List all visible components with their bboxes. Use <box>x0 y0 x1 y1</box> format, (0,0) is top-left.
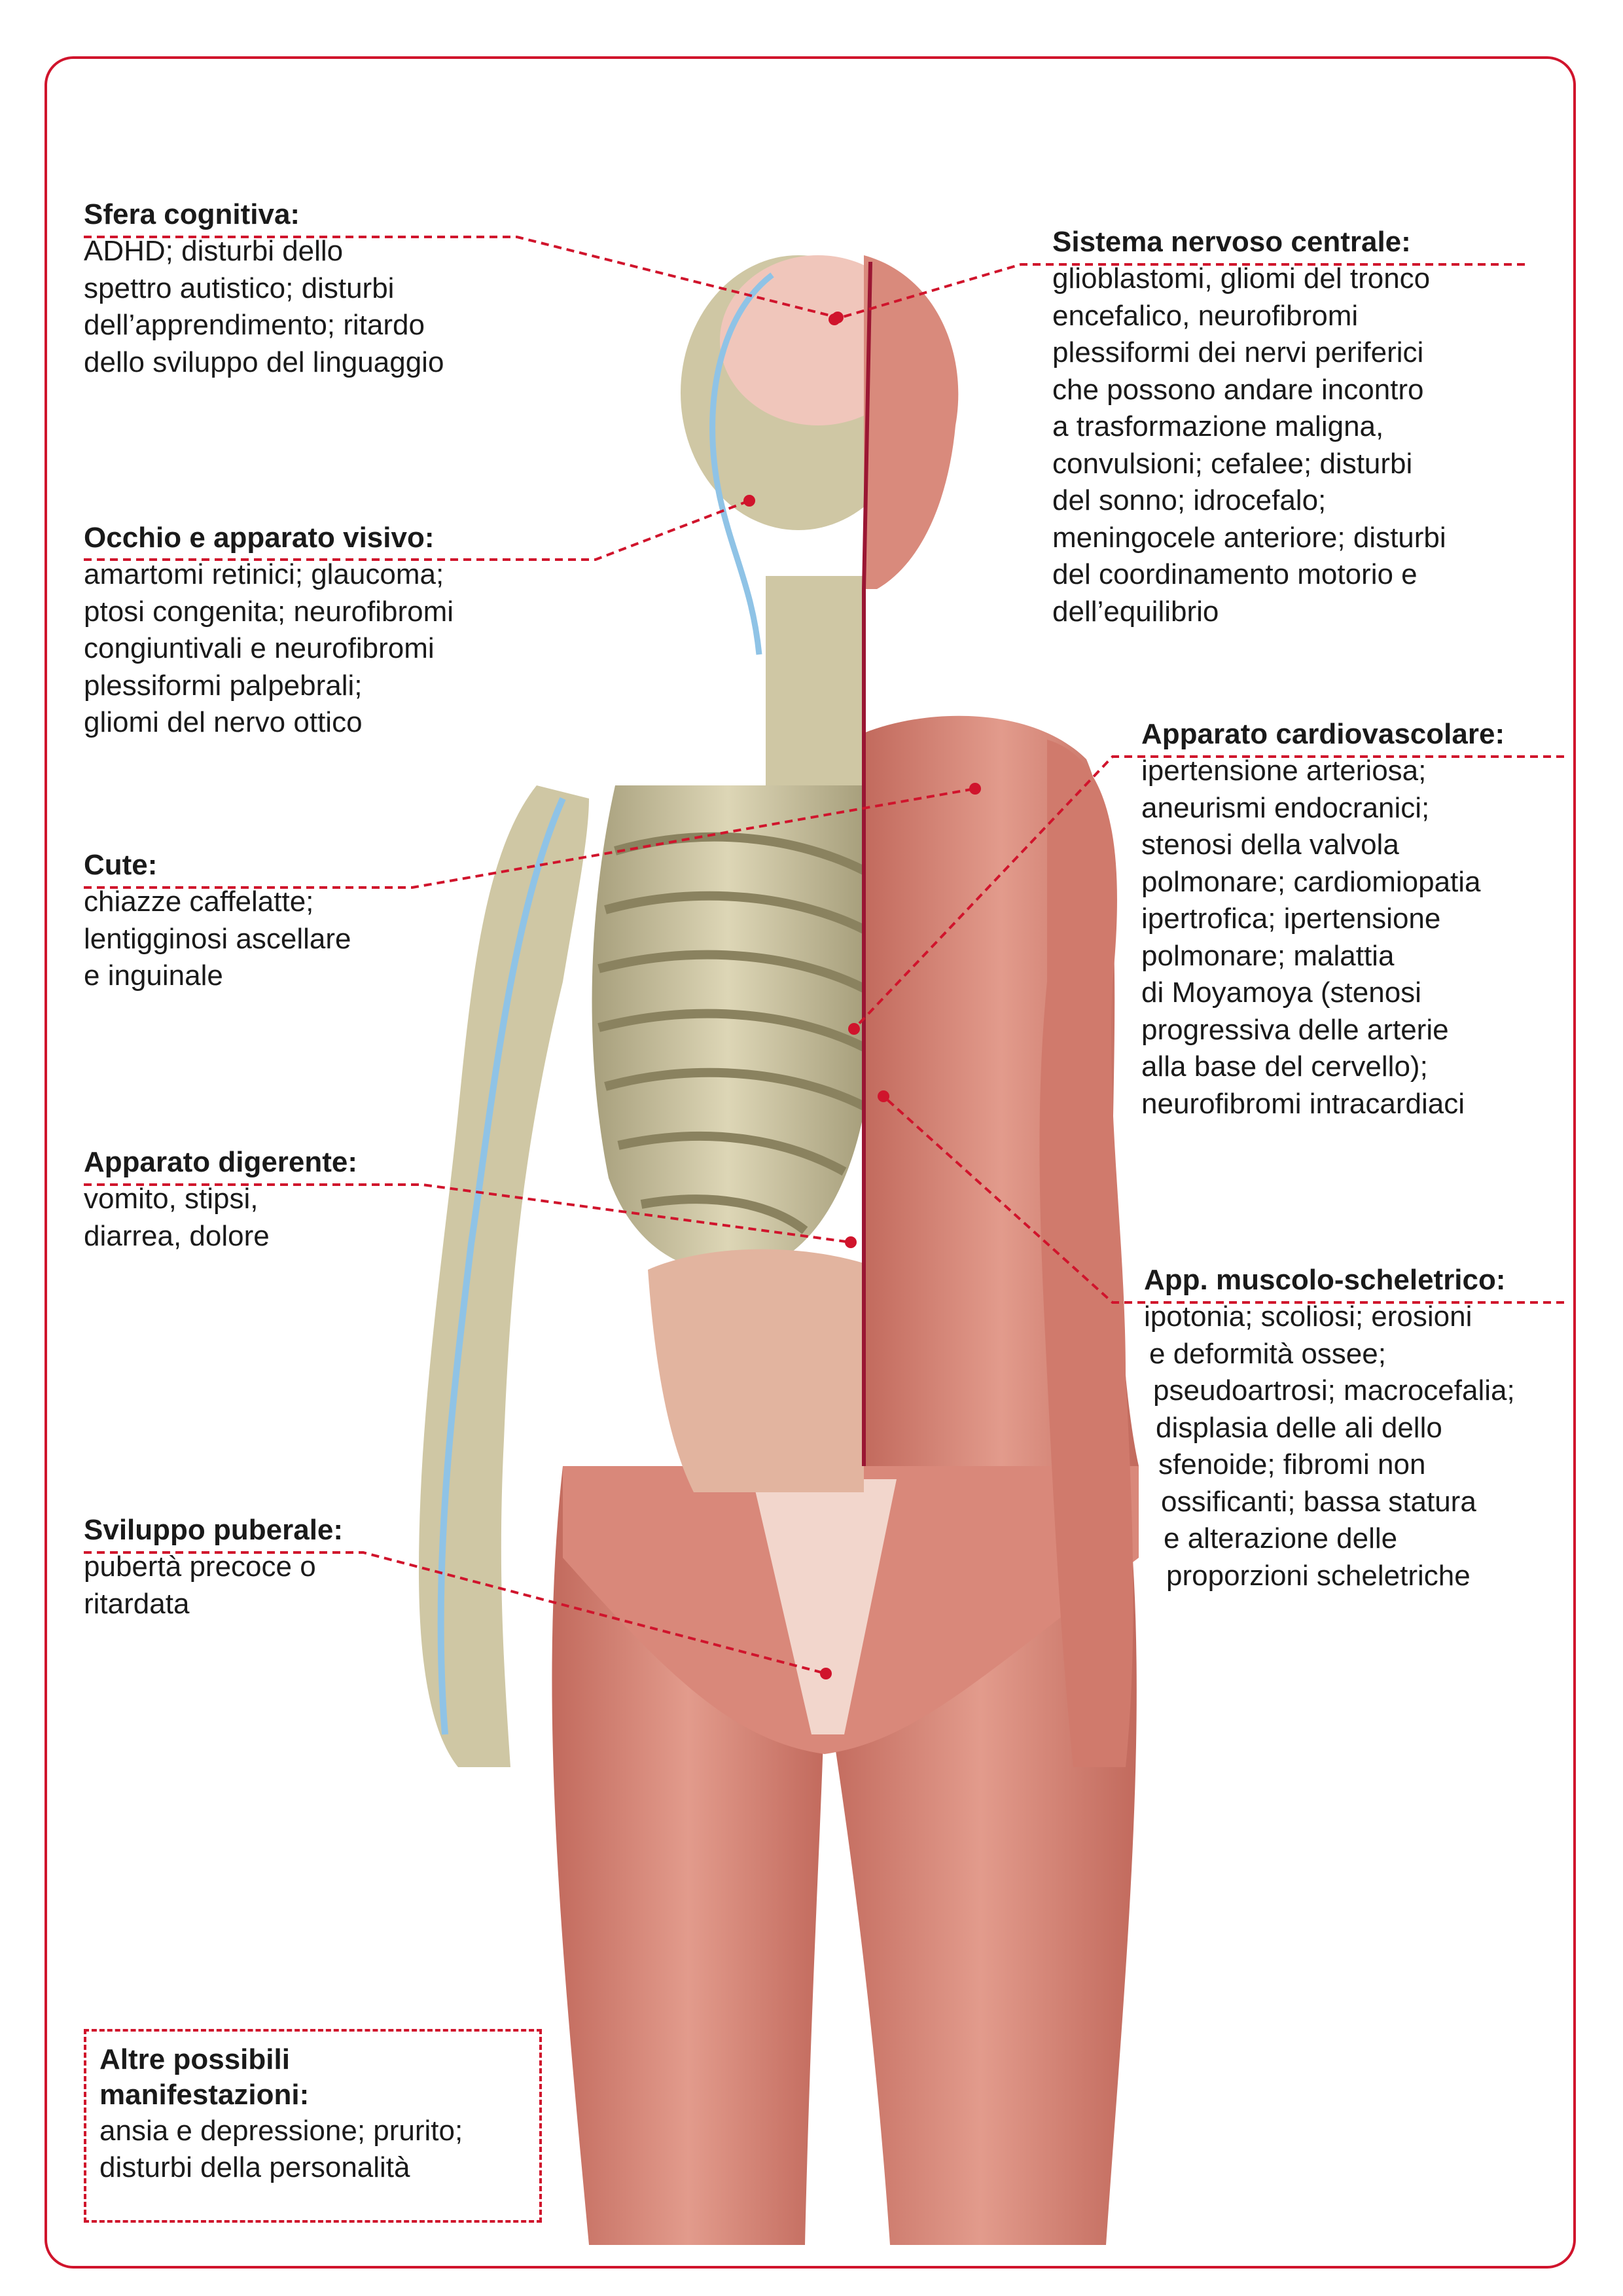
label-line: neurofibromi intracardiaci <box>1141 1087 1465 1120</box>
label-line: plessiformi palpebrali; <box>84 669 363 702</box>
label-cute <box>84 847 424 995</box>
label-title: Altre possibili <box>99 2043 290 2075</box>
label-line: glioblastomi, gliomi del tronco <box>1052 262 1431 295</box>
label-line: ptosi congenita; neurofibromi <box>84 595 454 628</box>
label-line: che possono andare incontro <box>1052 373 1424 406</box>
label-line: sfenoide; fibromi non <box>1158 1448 1426 1480</box>
label-line: pseudoartrosi; macrocefalia; <box>1153 1374 1515 1407</box>
label-line: e deformità ossee; <box>1149 1337 1386 1370</box>
label-line: ipertrofica; ipertensione <box>1141 903 1441 935</box>
label-title: Apparato digerente: <box>84 1146 358 1178</box>
label-title: App. muscolo-scheletrico: <box>1144 1264 1506 1296</box>
label-line: di Moyamoya (stenosi <box>1141 977 1421 1009</box>
label-line: vomito, stipsi, <box>84 1183 259 1215</box>
label-muscolo <box>1144 1262 1576 1594</box>
label-line: ansia e depressione; prurito; <box>99 2115 463 2147</box>
label-title: manifestazioni: <box>99 2079 310 2111</box>
marker-eye <box>743 495 755 507</box>
label-line: polmonare; cardiomiopatia <box>1141 865 1481 898</box>
label-line: stenosi della valvola <box>1141 829 1399 861</box>
marker-digestive <box>845 1236 857 1248</box>
label-line: del coordinamento motorio e <box>1052 558 1418 590</box>
label-line: dell’apprendimento; ritardo <box>84 309 425 341</box>
marker-muscle <box>878 1090 889 1102</box>
label-line: ipertensione arteriosa; <box>1141 755 1427 787</box>
label-sfera-cognitiva <box>84 196 516 381</box>
label-line: alla base del cervello); <box>1141 1050 1428 1083</box>
marker-skin <box>969 783 981 795</box>
label-line: meningocele anteriore; disturbi <box>1052 521 1446 554</box>
label-line: encefalico, neurofibromi <box>1052 299 1359 332</box>
label-line: convulsioni; cefalee; disturbi <box>1052 447 1413 480</box>
label-occhio <box>84 520 542 742</box>
label-line: progressiva delle arterie <box>1141 1013 1449 1046</box>
label-line: pubertà precoce o <box>84 1551 316 1583</box>
label-line: congiuntivali e neurofibromi <box>84 632 435 664</box>
label-line: lentigginosi ascellare <box>84 922 351 955</box>
altre-manifestazioni-box <box>84 2029 542 2223</box>
label-line: dell’equilibrio <box>1052 595 1219 628</box>
label-cardio <box>1141 716 1573 1122</box>
label-line: ADHD; disturbi dello <box>84 235 344 267</box>
label-line: displasia delle ali dello <box>1156 1411 1442 1444</box>
label-puberale <box>84 1512 424 1623</box>
marker-puberty <box>820 1668 832 1679</box>
label-line: dello sviluppo del linguaggio <box>84 346 444 378</box>
marker-snc <box>829 314 840 325</box>
label-title: Sviluppo puberale: <box>84 1514 344 1546</box>
label-snc <box>1052 224 1537 630</box>
label-digerente <box>84 1144 424 1255</box>
label-title: Cute: <box>84 849 158 881</box>
label-title: Sfera cognitiva: <box>84 198 300 230</box>
label-line: polmonare; malattia <box>1141 939 1395 972</box>
label-line: diarrea, dolore <box>84 1219 270 1252</box>
marker-heart <box>848 1023 860 1035</box>
label-line: e alterazione delle <box>1164 1522 1398 1554</box>
label-line: ossificanti; bassa statura <box>1161 1485 1476 1518</box>
label-line: disturbi della personalità <box>99 2151 410 2183</box>
label-title: Sistema nervoso centrale: <box>1052 226 1411 258</box>
label-line: chiazze caffelatte; <box>84 886 314 918</box>
label-line: del sonno; idrocefalo; <box>1052 484 1327 516</box>
label-line: e inguinale <box>84 960 223 992</box>
label-line: a trasformazione maligna, <box>1052 410 1384 442</box>
label-line: spettro autistico; disturbi <box>84 272 395 304</box>
label-title: Apparato cardiovascolare: <box>1141 718 1505 750</box>
label-line: ipotonia; scoliosi; erosioni <box>1144 1300 1472 1333</box>
label-line: plessiformi dei nervi periferici <box>1052 336 1424 368</box>
label-line: aneurismi endocranici; <box>1141 791 1430 824</box>
label-line: ritardata <box>84 1587 190 1620</box>
label-title: Occhio e apparato visivo: <box>84 522 435 554</box>
label-line: amartomi retinici; glaucoma; <box>84 558 444 590</box>
label-line: proporzioni scheletriche <box>1166 1559 1471 1592</box>
label-line: gliomi del nervo ottico <box>84 706 363 738</box>
